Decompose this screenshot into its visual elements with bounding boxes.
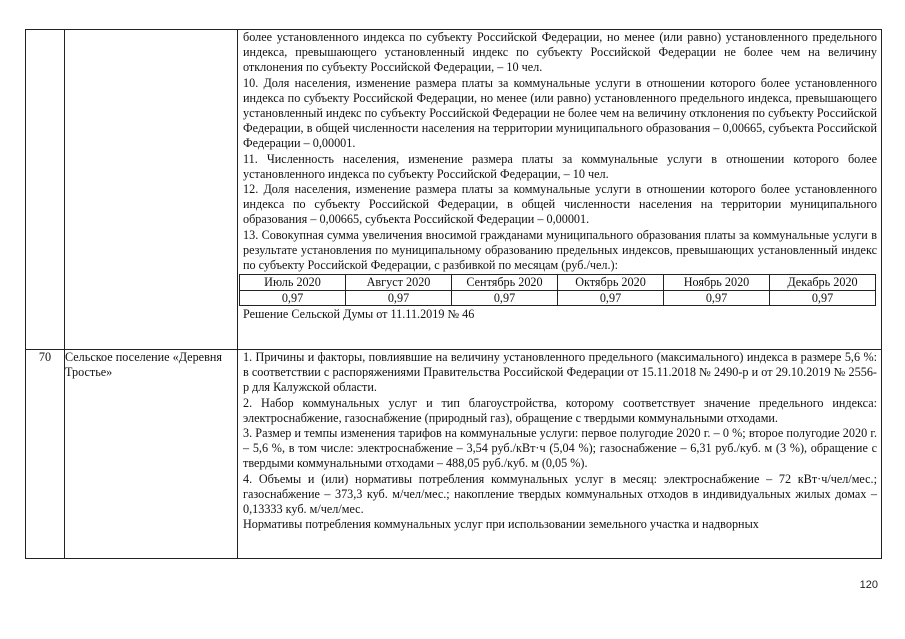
municipality-name-cell: Сельское поселение «Деревня Тростье» (65, 350, 238, 559)
municipal-index-table (25, 29, 882, 559)
paragraph: 11. Численность населения, изменение размера платы за коммунальные услуги в отношении которого более установленного индекса по субъекту Российской Федерации, – 10 чел. (243, 151, 877, 181)
month-header: Июль 2020 (240, 275, 346, 291)
month-value: 0,97 (558, 290, 664, 306)
month-value: 0,97 (664, 290, 770, 306)
month-header: Октябрь 2020 (558, 275, 664, 291)
row-number-cell (26, 30, 65, 350)
month-value: 0,97 (452, 290, 558, 306)
month-value: 0,97 (346, 290, 452, 306)
month-header: Ноябрь 2020 (664, 275, 770, 291)
table-row (26, 350, 882, 559)
details-cell (238, 350, 882, 559)
paragraph: 10. Доля населения, изменение размера платы за коммунальные услуги в отношении которого более установленного индекса по субъекту Российской Федерации, но менее (или равно) установленного предельного индекса, превышающего установленный индекс по субъекту Российской Федерации не более чем на величину отклонения по субъекту Российской Федерации, в общей численности населения на территории муниципального образования – 0,00665, субъекта Российской Федерации – 0,00001. (243, 75, 877, 151)
monthly-amounts-table (239, 274, 876, 306)
paragraph: более установленного индекса по субъекту Российской Федерации, но менее (или равно) установленного предельного индекса, превышающего установленный индекс по субъекту Российской Федерации не более чем на величину отклонения по субъекту Российской Федерации, – 10 чел. (243, 30, 877, 75)
table-row (26, 30, 882, 350)
decision-reference: Решение Сельской Думы от 11.11.2019 № 46 (243, 307, 475, 322)
paragraph: 2. Набор коммунальных услуг и тип благоустройства, которому соответствует значение предельного индекса: электроснабжение, газоснабжение (природный газ), обращение с твердыми коммунальными отходами. (243, 395, 877, 425)
months-header-row (240, 275, 876, 291)
paragraph: 12. Доля населения, изменение размера платы за коммунальные услуги в отношении которого более установленного индекса по субъекту Российской Федерации, в общей численности населения на территории муниципального образования – 0,00665, субъекта Российской Федерации – 0,00001. (243, 182, 877, 227)
page-number: 120 (859, 579, 878, 591)
details-cell (238, 30, 882, 350)
month-header: Декабрь 2020 (770, 275, 876, 291)
paragraph: 13. Совокупная сумма увеличения вносимой гражданами муниципального образования платы за коммунальные услуги в результате установления по муниципальному образованию предельных индексов, превышающих установленный индекс по субъекту Российской Федерации, с разбивкой по месяцам (руб./чел.): (243, 227, 877, 273)
paragraph: Нормативы потребления коммунальных услуг при использовании земельного участка и надворных (243, 517, 759, 532)
month-value: 0,97 (240, 290, 346, 306)
paragraph: 1. Причины и факторы, повлиявшие на величину установленного предельного (максимального) индекса в размере 5,6 %: в соответствии с распоряжениями Правительства Российской Федерации от 15.11.2018 № 2490-р и от 29.10.2019 № 2556-р для Калужской области. (243, 350, 877, 395)
paragraph: 3. Размер и темпы изменения тарифов на коммунальные услуги: первое полугодие 2020 г. – 0 %; второе полугодие 2020 г. – 5,6 %, в том числе: электроснабжение – 3,54 руб./кВт·ч (5,04 %); газоснабжение – 6,31 руб./куб. м (3 %), обращение с твердыми коммунальными отходами – 488,05 руб./куб. м (0,05 %). (243, 426, 877, 471)
month-header: Сентябрь 2020 (452, 275, 558, 291)
month-header: Август 2020 (346, 275, 452, 291)
month-value: 0,97 (770, 290, 876, 306)
municipality-name-cell (65, 30, 238, 350)
paragraph: 4. Объемы и (или) нормативы потребления коммунальных услуг в месяц: электроснабжение – 72 кВт·ч/чел/мес.; газоснабжение – 373,3 куб. м/чел/мес.; накопление твердых коммунальных отходов в индивидуальных жилых домах – 0,13333 куб. м/чел/мес. (243, 471, 877, 517)
row-number-cell: 70 (26, 350, 65, 559)
months-value-row (240, 290, 876, 306)
